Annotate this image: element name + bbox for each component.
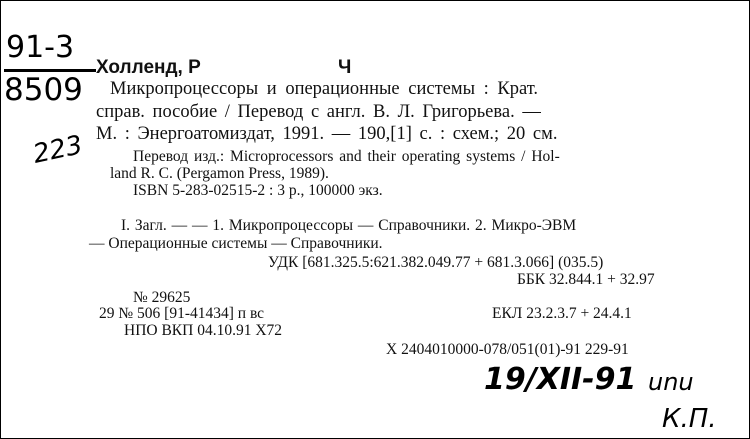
- scribble-mark: unu: [648, 368, 694, 396]
- side-mark: 223: [30, 130, 86, 170]
- order-number: 29 № 506 [91-41434] п вс: [99, 305, 265, 322]
- subjects-line-2: — Операционные системы — Справочники.: [89, 235, 383, 252]
- title-line-1: Микропроцессоры и операционные системы : Крат.: [110, 79, 539, 99]
- original-title-line-2: land R. C. (Pergamon Press, 1989).: [110, 165, 329, 182]
- npo-line: НПО ВКП 04.10.91 Х72: [124, 322, 283, 339]
- udk-index: УДК [681.325.5:621.382.049.77 + 681.3.066] (035.5): [268, 254, 604, 271]
- call-number-top: 91-3: [6, 30, 75, 65]
- title-line-3: М. : Энергоатомиздат, 1991. — 190,[1] с. : схем.; 20 см.: [96, 124, 558, 144]
- card-number: № 29625: [133, 289, 191, 306]
- initials-mark: К.П.: [662, 404, 717, 434]
- ekl-index: ЕКЛ 23.2.3.7 + 24.4.1: [492, 305, 632, 322]
- call-number-bottom: 8509: [4, 72, 83, 108]
- title-line-2: справ. пособие / Перевод с англ. В. Л. Григорьева. —: [96, 102, 541, 122]
- classification-code: X 2404010000-078/051(01)-91 229-91: [386, 341, 629, 358]
- author-mark: Ч: [338, 57, 352, 78]
- author-name: Холленд, Р: [96, 57, 201, 78]
- bbk-index: ББК 32.844.1 + 32.97: [517, 271, 655, 288]
- date-mark: 19/XII-91: [484, 362, 637, 397]
- original-title-line-1: Перевод изд.: Microprocessors and their operating systems / Hol-: [133, 148, 560, 165]
- isbn: ISBN 5-283-02515-2 : 3 р., 100000 экз.: [133, 182, 383, 199]
- subjects-line-1: I. Загл. — — 1. Микропроцессоры — Справочники. 2. Микро-ЭВМ: [121, 217, 577, 234]
- author-heading: [96, 58, 201, 77]
